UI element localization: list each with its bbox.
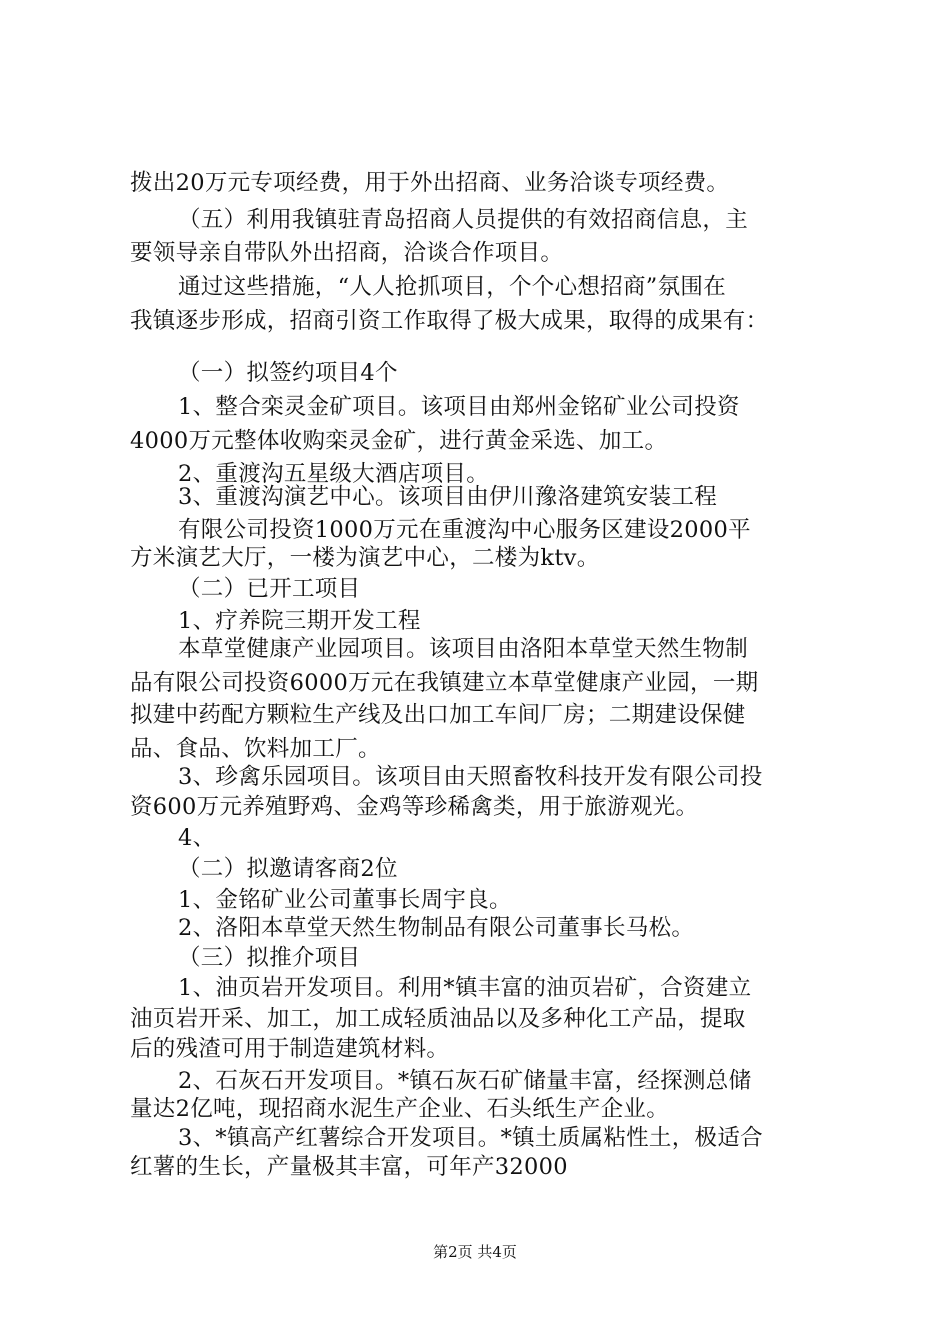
text-line: 4、 bbox=[178, 825, 216, 851]
text-line: 我镇逐步形成，招商引资工作取得了极大成果，取得的成果有： bbox=[130, 308, 769, 334]
section-heading: （一）拟签约项目4个 bbox=[178, 360, 398, 386]
text-line: 红薯的生长，产量极其丰富，可年产32000 bbox=[130, 1154, 568, 1180]
text-line: 1、疗养院三期开发工程 bbox=[178, 608, 421, 634]
text-line: 本草堂健康产业园项目。该项目由洛阳本草堂天然生物制 bbox=[178, 636, 749, 662]
text-line: 拨出20万元专项经费，用于外出招商、业务洽谈专项经费。 bbox=[130, 170, 730, 196]
text-line: 量达2亿吨，现招商水泥生产企业、石头纸生产企业。 bbox=[130, 1096, 670, 1122]
text-line: 后的残渣可用于制造建筑材料。 bbox=[130, 1036, 450, 1062]
text-line: 3、重渡沟演艺中心。该项目由伊川豫洛建筑安装工程 bbox=[178, 484, 718, 510]
text-line: 1、整合栾灵金矿项目。该项目由郑州金铭矿业公司投资 bbox=[178, 394, 740, 420]
text-line: 4000万元整体收购栾灵金矿，进行黄金采选、加工。 bbox=[130, 428, 668, 454]
text-line: （五）利用我镇驻青岛招商人员提供的有效招商信息，主 bbox=[178, 207, 749, 233]
text-line: 通过这些措施，“人人抢抓项目，个个心想招商”氛围在 bbox=[178, 274, 727, 300]
section-heading: （三）拟推介项目 bbox=[178, 945, 361, 971]
section-heading: （二）拟邀请客商2位 bbox=[178, 856, 398, 882]
text-line: 3、*镇高产红薯综合开发项目。*镇土质属粘性土，极适合 bbox=[178, 1125, 763, 1151]
text-line: 2、石灰石开发项目。*镇石灰石矿储量丰富，经探测总储 bbox=[178, 1068, 752, 1094]
section-heading: （二）已开工项目 bbox=[178, 576, 361, 602]
text-line: 3、珍禽乐园项目。该项目由天照畜牧科技开发有限公司投 bbox=[178, 764, 763, 790]
text-line: 1、油页岩开发项目。利用*镇丰富的油页岩矿，合资建立 bbox=[178, 975, 752, 1001]
text-line: 拟建中药配方颗粒生产线及出口加工车间厂房；二期建设保健 bbox=[130, 702, 746, 728]
text-line: 油页岩开采、加工，加工成轻质油品以及多种化工产品，提取 bbox=[130, 1006, 746, 1032]
text-line: 品、食品、饮料加工厂。 bbox=[130, 736, 381, 762]
text-line: 品有限公司投资6000万元在我镇建立本草堂健康产业园，一期 bbox=[130, 670, 759, 696]
text-line: 2、洛阳本草堂天然生物制品有限公司董事长马松。 bbox=[178, 915, 695, 941]
text-line: 资600万元养殖野鸡、金鸡等珍稀禽类，用于旅游观光。 bbox=[130, 794, 699, 820]
page-number-footer: 第2页 共4页 bbox=[433, 1243, 517, 1261]
text-line: 1、金铭矿业公司董事长周宇良。 bbox=[178, 887, 512, 913]
text-line: 有限公司投资1000万元在重渡沟中心服务区建设2000平 bbox=[178, 517, 751, 543]
text-line: 2、重渡沟五星级大酒店项目。 bbox=[178, 461, 490, 487]
text-line: 要领导亲自带队外出招商，洽谈合作项目。 bbox=[130, 240, 564, 266]
text-line: 方米演艺大厅，一楼为演艺中心，二楼为ktv。 bbox=[130, 545, 600, 571]
